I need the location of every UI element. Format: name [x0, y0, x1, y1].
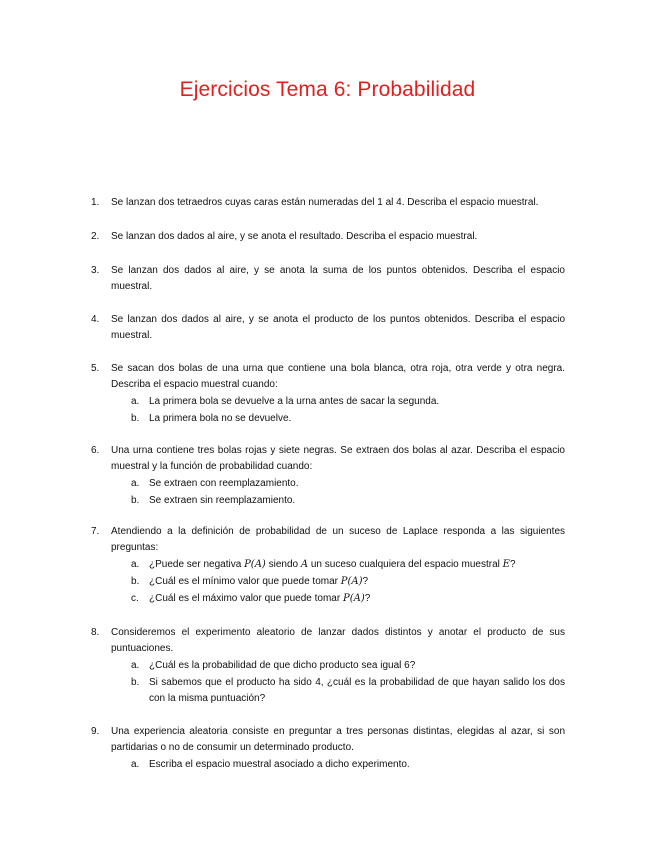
exercise-number: 6.	[91, 445, 100, 456]
exercise-6	[91, 443, 565, 509]
sub-item-text-part: ¿Cuál es el máximo valor que puede tomar	[149, 593, 343, 604]
math-probability-a: P(A)	[340, 576, 363, 587]
exercise-3	[91, 263, 565, 295]
sub-item-text-part: ?	[362, 576, 369, 587]
exercise-text: Se lanzan dos dados al aire, y se anota el resultado. Describa el espacio muestral.	[111, 231, 478, 242]
sub-item	[131, 658, 565, 674]
sub-item-text: Se extraen sin reemplazamiento.	[149, 495, 296, 506]
sub-item	[131, 557, 565, 573]
sub-item-letter: a.	[131, 396, 140, 407]
exercise-text: Se lanzan dos dados al aire, y se anota el producto de los puntos obtenidos. Describa el espacio muestral.	[111, 314, 565, 341]
math-event-a: A	[300, 559, 309, 570]
page-title: Ejercicios Tema 6: Probabilidad	[179, 78, 476, 101]
sub-item-text: La primera bola no se devuelve.	[149, 413, 292, 424]
exercise-number: 9.	[91, 726, 100, 737]
exercise-7	[91, 524, 565, 607]
exercise-number: 5.	[91, 363, 100, 374]
sub-item	[131, 493, 565, 509]
exercise-text: Una urna contiene tres bolas rojas y siete negras. Se extraen dos bolas al azar. Describa el espacio muestral y la función de probabilidad cuando:	[111, 445, 565, 472]
exercise-text: Se lanzan dos tetraedros cuyas caras están numeradas del 1 al 4. Describa el espacio muestral.	[111, 197, 539, 208]
math-sample-space-e: E	[502, 559, 510, 570]
exercise-number: 2.	[91, 231, 100, 242]
sub-item	[131, 757, 565, 773]
exercise-number: 3.	[91, 265, 100, 276]
sub-item-letter: b.	[131, 576, 140, 587]
exercise-text: Atendiendo a la definición de probabilidad de un suceso de Laplace responda a las siguientes preguntas:	[111, 526, 565, 553]
exercise-9	[91, 724, 565, 773]
sub-item-letter: a.	[131, 478, 140, 489]
exercise-4	[91, 312, 565, 344]
exercise-number: 7.	[91, 526, 100, 537]
exercise-5	[91, 361, 565, 427]
sub-item	[131, 574, 565, 590]
sub-item-letter: a.	[131, 660, 140, 671]
sub-item-letter: a.	[131, 759, 140, 770]
exercise-text: Una experiencia aleatoria consiste en preguntar a tres personas distintas, elegidas al azar, si son partidarias o no de consumir un determinado producto.	[111, 726, 565, 753]
exercise-text: Consideremos el experimento aleatorio de lanzar dados distintos y anotar el producto de sus puntuaciones.	[111, 627, 565, 654]
exercise-number: 4.	[91, 314, 100, 325]
sub-item-text-part: siendo	[265, 559, 301, 570]
sub-item-text-part: ¿Puede ser negativa	[149, 559, 245, 570]
sub-item-text	[149, 591, 565, 607]
sub-item-text: Escriba el espacio muestral asociado a dicho experimento.	[149, 759, 410, 770]
sub-item-text	[149, 574, 565, 590]
exercise-number: 1.	[91, 197, 100, 208]
exercise-2	[91, 229, 565, 245]
sub-item	[131, 675, 565, 707]
sub-item-letter: a.	[131, 559, 140, 570]
sub-item-letter: c.	[131, 593, 139, 604]
sub-item-text-part: ?	[364, 593, 371, 604]
sub-item-text-part: ¿Cuál es el mínimo valor que puede tomar	[149, 576, 341, 587]
sub-item-text-part: ?	[509, 559, 516, 570]
exercise-1	[91, 195, 565, 211]
sub-item	[131, 394, 565, 410]
sub-item-letter: b.	[131, 495, 140, 506]
sub-item-text: Se extraen con reemplazamiento.	[149, 478, 299, 489]
sub-item-text: ¿Cuál es la probabilidad de que dicho producto sea igual 6?	[149, 660, 416, 671]
sub-item-letter: b.	[131, 677, 140, 688]
exercise-8	[91, 625, 565, 707]
math-probability-a: P(A)	[342, 593, 365, 604]
sub-item-text: La primera bola se devuelve a la urna antes de sacar la segunda.	[149, 396, 440, 407]
sub-item-text: Si sabemos que el producto ha sido 4, ¿cuál es la probabilidad de que hayan salido los dos con la misma puntuación?	[149, 677, 565, 704]
sub-item-text	[149, 557, 565, 573]
exercise-number: 8.	[91, 627, 100, 638]
sub-item	[131, 411, 565, 427]
sub-item-letter: b.	[131, 413, 140, 424]
math-probability-a: P(A)	[244, 559, 266, 570]
sub-item	[131, 476, 565, 492]
exercise-text: Se lanzan dos dados al aire, y se anota la suma de los puntos obtenidos. Describa el espacio muestral.	[111, 265, 565, 292]
sub-item-text-part: un suceso cualquiera del espacio muestral	[308, 559, 503, 570]
sub-item	[131, 591, 565, 607]
exercise-text: Se sacan dos bolas de una urna que contiene una bola blanca, otra roja, otra verde y otra negra. Describa el espacio muestral cuando:	[111, 363, 565, 390]
